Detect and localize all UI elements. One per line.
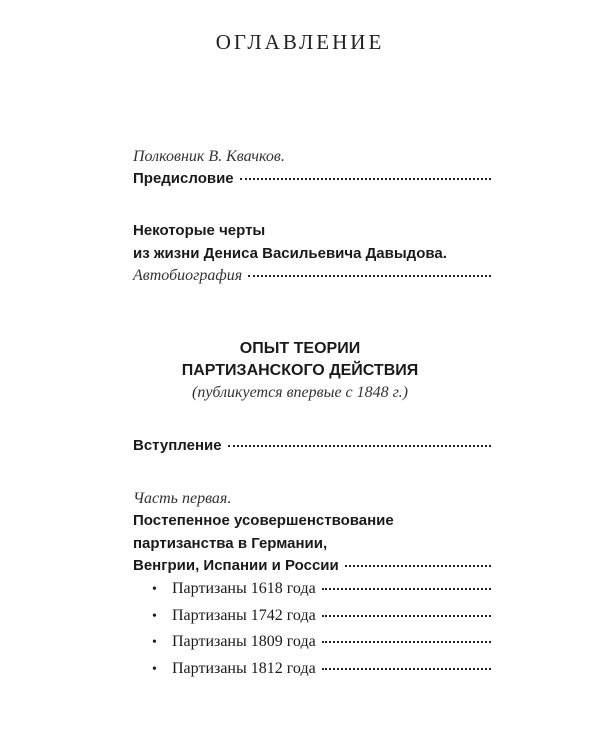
toc-entry-part1[interactable]: [133, 557, 491, 574]
autobio-title-line1: Некоторые черты: [133, 222, 266, 239]
dot-leader: [248, 274, 491, 277]
toc-subentry-label: Партизаны 1742 года: [172, 607, 316, 624]
bullet-icon: •: [152, 635, 157, 650]
part1-title-line1: Постепенное усовершенствование: [133, 512, 394, 529]
part1-label: Часть первая.: [133, 490, 232, 507]
toc-entry-preface-label: Предисловие: [133, 170, 234, 187]
dot-leader: [240, 177, 491, 180]
section-title-line1: ОПЫТ ТЕОРИИ: [239, 340, 361, 357]
toc-entry-part1-label: Венгрии, Испании и России: [133, 557, 339, 574]
toc-entry-autobiography[interactable]: [133, 267, 491, 285]
autobio-title-line2: из жизни Дениса Васильевича Давыдова.: [133, 245, 447, 262]
toc-subentry-label: Партизаны 1809 года: [172, 633, 316, 650]
toc-entry-introduction-label: Вступление: [133, 437, 222, 454]
section-title-line2: ПАРТИЗАНСКОГО ДЕЙСТВИЯ: [181, 362, 419, 379]
toc-entry-introduction[interactable]: [133, 437, 491, 454]
page-title: ОГЛАВЛЕНИЕ: [215, 30, 385, 54]
dot-leader: [322, 640, 491, 643]
dot-leader: [322, 587, 491, 590]
bullet-icon: •: [152, 582, 157, 597]
toc-subentry[interactable]: [152, 633, 491, 651]
dot-leader: [322, 614, 491, 617]
toc-subentry-label: Партизаны 1812 года: [172, 660, 316, 677]
dot-leader: [345, 564, 491, 567]
section-note: (публикуется впервые с 1848 г.): [191, 384, 408, 401]
toc-subentry[interactable]: [152, 607, 491, 625]
part1-title-line2: партизанства в Германии,: [133, 535, 328, 552]
dot-leader: [228, 444, 491, 447]
toc-entry-preface[interactable]: [133, 170, 491, 187]
toc-subentry-label: Партизаны 1618 года: [172, 580, 316, 597]
toc-subentry[interactable]: [152, 660, 491, 678]
dot-leader: [322, 667, 491, 670]
preface-author: Полковник В. Квачков.: [133, 148, 285, 165]
toc-subentry[interactable]: [152, 580, 491, 598]
toc-entry-autobiography-label: Автобиография: [133, 267, 243, 284]
bullet-icon: •: [152, 662, 157, 677]
bullet-icon: •: [152, 609, 157, 624]
